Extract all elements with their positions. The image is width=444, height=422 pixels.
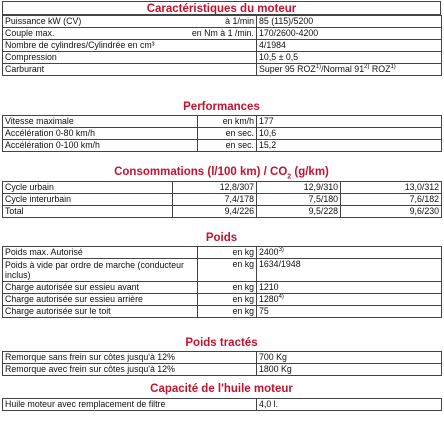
row-label: Accélération 0-100 km/h: [3, 140, 198, 152]
table-moteur: [2, 15, 442, 76]
row-unit: en kg: [198, 247, 257, 259]
row-value: 85 (115)/5200: [257, 16, 442, 28]
footnote-marker: 4): [278, 294, 284, 301]
row-label: Carburant: [5, 64, 45, 74]
cell-v1: 12,8/307: [173, 182, 257, 194]
cell-v2: 12,9/310: [257, 182, 341, 194]
row-value: 1210: [257, 282, 442, 294]
value-text: 1280: [259, 294, 279, 304]
row-unit: en kg: [198, 294, 257, 306]
row-unit: en sec.: [198, 140, 257, 152]
title-subscript: 2: [287, 173, 292, 179]
section-title-performances: Performances: [183, 101, 260, 113]
row-label: Cycle interurbain: [3, 194, 173, 206]
fuel-value-2: /Normal 91: [321, 64, 365, 74]
row-unit: en sec.: [198, 128, 257, 140]
row-value-fuel: [257, 64, 442, 76]
section-title-huile: Capacité de l'huile moteur: [150, 383, 293, 395]
row-label: Remorque sans frein sur côtes jusqu'à 12%: [3, 352, 257, 364]
row-label: Charge autorisée sur le toit: [3, 306, 198, 318]
row-value: 1634/1948: [257, 259, 442, 282]
fuel-note-1: 1): [315, 64, 322, 71]
cell-v3: 13,0/312: [341, 182, 442, 194]
row-unit: en kg: [198, 259, 257, 282]
row-value: 170/2600-4200: [257, 28, 442, 40]
table-row: [3, 16, 442, 28]
cell-v1: 7,4/178: [173, 194, 257, 206]
cell-v3: 9,6/230: [341, 206, 442, 218]
table-row: [3, 259, 442, 282]
row-label: Remorque avec frein sur côtes jusqu'à 12%: [3, 364, 257, 376]
row-value: 4,0 l.: [257, 399, 442, 411]
row-label: Charge autorisée sur essieu arrière: [3, 294, 198, 306]
row-value: 4/1984: [257, 40, 442, 52]
table-row: [3, 206, 442, 218]
row-value: 10,5 ± 0,5: [257, 52, 442, 64]
table-poids-tractes: [2, 351, 442, 376]
row-unit: en kg: [198, 306, 257, 318]
table-poids: [2, 246, 442, 318]
table-row: [3, 140, 442, 152]
row-unit: à 1/min: [225, 16, 254, 26]
fuel-value-1: Super 95 ROZ: [259, 64, 316, 74]
table-row: [3, 40, 442, 52]
fuel-note-2: 2): [364, 64, 370, 71]
cell-v2: 7,5/180: [257, 194, 341, 206]
cell-v2: 9,5/228: [257, 206, 341, 218]
row-value: 177: [257, 116, 442, 128]
row-label: Vitesse maximale: [3, 116, 198, 128]
table-row: [3, 182, 442, 194]
table-row: [3, 247, 442, 259]
row-value: 10,6: [257, 128, 442, 140]
table-row: [3, 64, 442, 76]
table-row: [3, 194, 442, 206]
title-part: (g/km): [291, 166, 329, 178]
table-performances: [2, 115, 442, 152]
row-label: Poids à vide par ordre de marche (conducteur inclus): [3, 259, 198, 282]
row-unit: en kg: [198, 282, 257, 294]
table-row: [3, 399, 442, 411]
section-title-poids-tractes: Poids tractés: [185, 337, 258, 349]
table-consommations: [2, 181, 442, 218]
row-label: Charge autorisée sur essieu avant: [3, 282, 198, 294]
cell-v1: 9,4/226: [173, 206, 257, 218]
row-label: Total: [3, 206, 173, 218]
row-label: Cycle urbain: [3, 182, 173, 194]
fuel-value-3: ROZ: [369, 64, 391, 74]
table-row: [3, 28, 442, 40]
section-title-consommations: [2, 165, 441, 179]
row-label: Compression: [5, 52, 57, 62]
table-row: [3, 52, 442, 64]
cell-v3: 7,6/182: [341, 194, 442, 206]
row-value: 75: [257, 306, 442, 318]
section-title-poids: Poids: [205, 232, 238, 244]
table-row: [3, 364, 442, 376]
table-row: [3, 306, 442, 318]
row-value: 15,2: [257, 140, 442, 152]
table-row: [3, 128, 442, 140]
table-row: [3, 352, 442, 364]
row-unit: en km/h: [198, 116, 257, 128]
row-value: [257, 294, 442, 306]
row-value: 700 Kg: [257, 352, 442, 364]
row-label: Puissance kW (CV): [5, 16, 82, 26]
row-label: Nombre de cylindres/Cylindrée en cm³: [5, 40, 155, 50]
fuel-note-3: 1): [390, 64, 396, 71]
row-label: Accélération 0-80 km/h: [3, 128, 198, 140]
table-row: [3, 282, 442, 294]
table-row: [3, 294, 442, 306]
row-label: Poids max. Autorisé: [3, 247, 198, 259]
row-unit: en Nm à 1 /min.: [191, 28, 254, 38]
value-text: 2400: [259, 247, 279, 257]
table-huile: [2, 398, 442, 411]
row-value: [257, 247, 442, 259]
footnote-marker: 3): [278, 247, 284, 254]
title-part: Consommations (l/100 km) / CO: [114, 166, 288, 178]
row-label: Couple max.: [5, 28, 55, 38]
section-title-moteur: Caractéristiques du moteur: [2, 1, 441, 15]
row-value: 1800 Kg: [257, 364, 442, 376]
table-row: [3, 116, 442, 128]
row-label: Huile moteur avec remplacement de filtre: [3, 399, 257, 411]
